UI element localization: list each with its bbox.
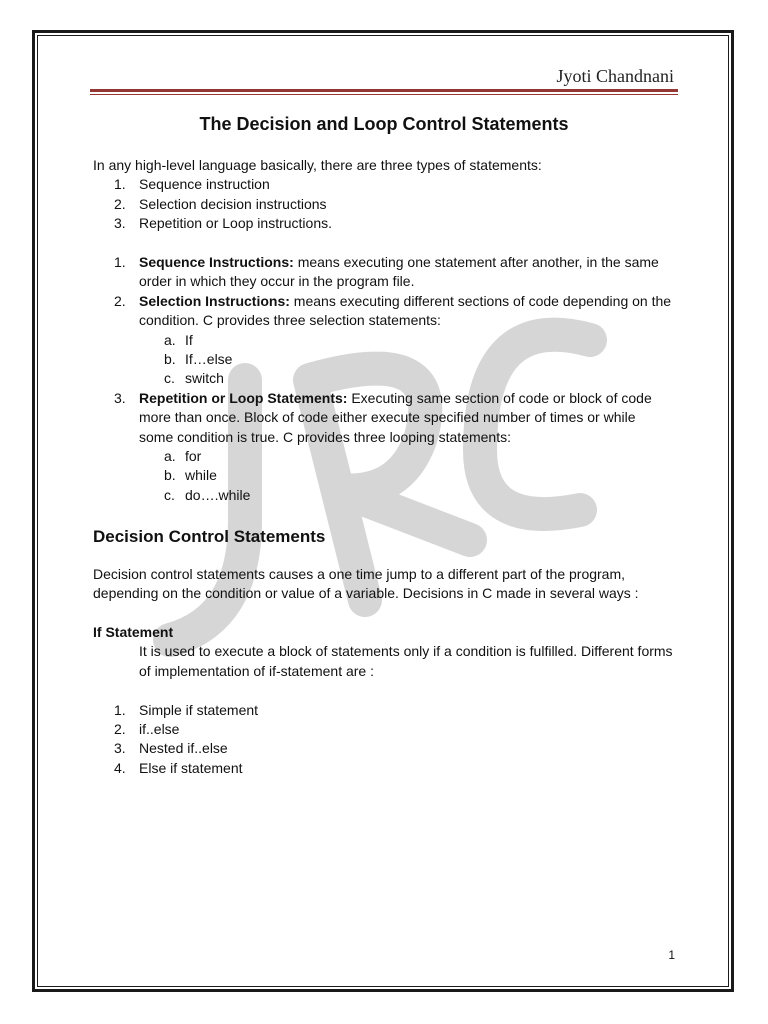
list-item: 2. Selection decision instructions xyxy=(114,195,327,212)
statement-types-list xyxy=(93,175,673,233)
decision-paragraph: Decision control statements causes a one time jump to a different part of the program, depending on the condition or value of a variable. Decisions in C made in several ways : xyxy=(93,565,639,602)
sub-item: b. while xyxy=(164,467,217,484)
header-rule xyxy=(90,89,678,92)
document-body xyxy=(93,156,673,778)
sub-item: a. If xyxy=(164,331,193,348)
sub-item: c. switch xyxy=(164,370,224,387)
statement-details-list xyxy=(93,253,673,505)
list-item: 3. Repetition or Loop instructions. xyxy=(114,215,332,232)
if-forms-list xyxy=(93,701,673,779)
section-heading-decision: Decision Control Statements xyxy=(93,527,326,547)
list-item-selection: 2. Selection Instructions: means executing different sections of code depending on the condition. C provides three selection statements: xyxy=(114,292,672,329)
page-number: 1 xyxy=(668,948,675,962)
list-item: 1. Sequence instruction xyxy=(114,176,270,193)
author-name: Jyoti Chandnani xyxy=(556,66,674,86)
if-statement-heading: If Statement xyxy=(93,623,174,640)
list-item: 2. if..else xyxy=(114,720,180,737)
list-item-repetition: 3. Repetition or Loop Statements: Executing same section of code or block of code more than once. Block of code either execute specified number of times or while some condition is true. C provides three looping statements: xyxy=(114,389,652,445)
list-item: 4. Else if statement xyxy=(114,759,243,776)
sub-item: a. for xyxy=(164,448,202,465)
list-item: 3. Nested if..else xyxy=(114,740,228,757)
if-statement-paragraph: It is used to execute a block of statements only if a condition is fulfilled. Different forms of implementation of if-statement are : xyxy=(139,643,673,679)
sub-item: b. If…else xyxy=(164,351,233,368)
intro-paragraph: In any high-level language basically, there are three types of statements: xyxy=(93,157,542,173)
list-item: 1. Simple if statement xyxy=(114,701,259,718)
sub-item: c. do….while xyxy=(164,486,251,503)
document-title: The Decision and Loop Control Statements xyxy=(199,114,569,134)
list-item-sequence: 1. Sequence Instructions: means executing one statement after another, in the same order in which they occur in the program file. xyxy=(114,254,659,290)
header-rule-thin xyxy=(90,94,678,95)
